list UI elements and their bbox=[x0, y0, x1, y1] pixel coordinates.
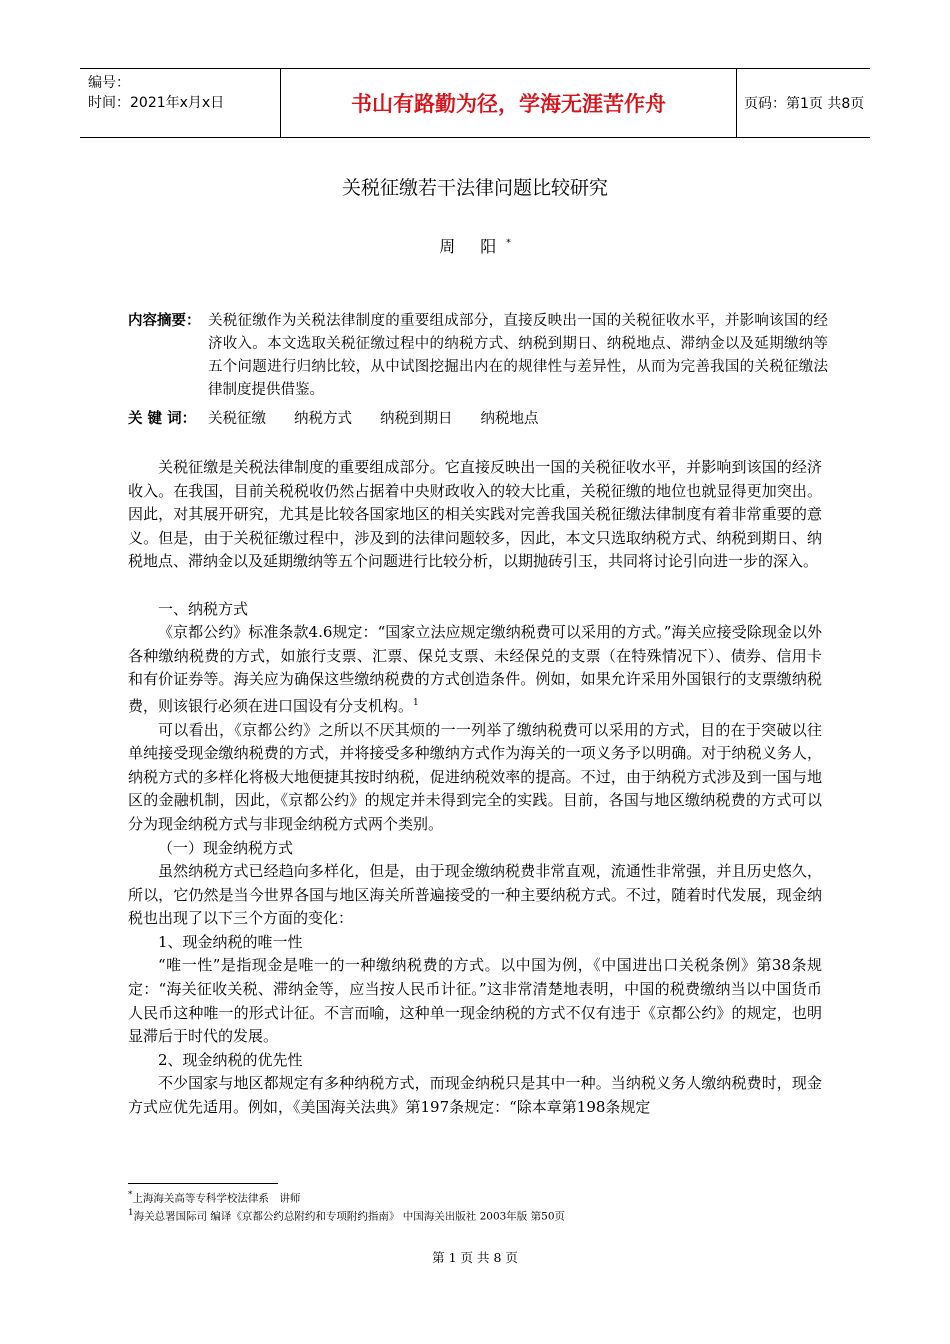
serial-label: 编号： bbox=[88, 75, 130, 91]
footnote: $^1$海关总署国际司 编译《京都公约总附约和专项附约指南》 中国海关出版社 2003年版 第50页 bbox=[128, 1208, 566, 1223]
paragraph: 《京都公约》标准条款4.6规定：“国家立法应规定缴纳税费可以采用的方式。”海关应接受除现金以外各种缴纳税费的方式，如旅行支票、汇票、保兑支票、未经保兑的支票（在特殊情况下）、债券、信用卡和有价证券等。海关应为确保这些缴纳税费的方式创造条件。例如，如果允许采用外国银行的支票缴纳税费，则该银行必须在进口国设有分支机构。$^1$ bbox=[128, 623, 822, 715]
time-label: 时间：2021年x月x日 bbox=[88, 95, 225, 111]
paragraph: 虽然纳税方式已经趋向多样化，但是，由于现金缴纳税费非常直观，流通性非常强，并且历史悠久，所以，它仍然是当今世界各国与地区海关所普遍接受的一种主要纳税方式。不过，随着时代发展，现金纳税也出现了以下三个方面的变化： bbox=[128, 862, 822, 928]
keywords bbox=[128, 408, 828, 431]
page-header bbox=[80, 68, 870, 138]
paragraph: 可以看出，《京都公约》之所以不厌其烦的一一列举了缴纳税费可以采用的方式，目的在于突破以往单纯接受现金缴纳税费的方式，并将接受多种缴纳方式作为海关的一项义务予以明确。对于纳税义务人，纳税方式的多样化将极大地便捷其按时纳税，促进纳税效率的提高。不过，由于纳税方式涉及到一国与地区的金融机制，因此，《京都公约》的规定并未得到完全的实践。目前，各国与地区缴纳税费的方式可以分为现金纳税方式与非现金纳税方式两个类别。 bbox=[128, 720, 822, 833]
paragraph: 不少国家与地区都规定有多种纳税方式，而现金纳税只是其中一种。当纳税义务人缴纳税费时，现金方式应优先适用。例如，《美国海关法典》第197条规定：“除本章第198条规定 bbox=[128, 1074, 822, 1117]
section-heading: 一、纳税方式 bbox=[158, 599, 249, 618]
footnote: *上海海关高等专科学校法律系 讲师 bbox=[128, 1190, 301, 1205]
document-title: 关税征缴若干法律问题比较研究 bbox=[341, 177, 608, 199]
keyword-item: 纳税方式 bbox=[294, 411, 352, 427]
header-page-info: 页码：第1页 共8页 bbox=[744, 96, 865, 112]
body-text bbox=[128, 456, 822, 1120]
item-heading: 2、现金纳税的优先性 bbox=[158, 1050, 303, 1069]
item-heading: 1、现金纳税的唯一性 bbox=[158, 932, 303, 951]
keywords-label: 关 键 词： bbox=[128, 411, 197, 427]
keyword-item: 纳税到期日 bbox=[380, 411, 453, 427]
keyword-item: 关税征缴 bbox=[208, 411, 266, 427]
keyword-item: 纳税地点 bbox=[480, 411, 539, 427]
subsection-heading: （一）现金纳税方式 bbox=[158, 838, 294, 857]
abstract-text: 关税征缴作为关税法律制度的重要组成部分，直接反映出一国的关税征收水平，并影响该国的经济收入。本文选取关税征缴过程中的纳税方式、纳税到期日、纳税地点、滞纳金以及延期缴纳等五个问题进行归纳比较，从中试图挖掘出内在的规律性与差异性，从而为完善我国的关税征缴法律制度提供借鉴。 bbox=[208, 313, 828, 398]
paragraph: “唯一性”是指现金是唯一的一种缴纳税费的方式。以中国为例，《中国进出口关税条例》第38条规定：“海关征收关税、滞纳金等，应当按人民币计征。”这非常清楚地表明，中国的税费缴纳当以中国货币人民币这种唯一的形式计征。不言而喻，这种单一现金纳税的方式不仅有违于《京都公约》的规定，也明显滞后于时代的发展。 bbox=[128, 956, 822, 1046]
header-motto: 书山有路勤为径，学海无涯苦作舟 bbox=[280, 69, 737, 137]
header-meta bbox=[88, 73, 224, 113]
abstract bbox=[128, 310, 828, 402]
page-footer: 第 1 页 共 8 页 bbox=[432, 1250, 518, 1265]
author-name: 周 阳 bbox=[439, 237, 507, 256]
author bbox=[0, 234, 950, 257]
author-footnote-mark: * bbox=[506, 238, 511, 249]
footnote-ref: 1 bbox=[413, 697, 419, 708]
abstract-label: 内容摘要： bbox=[128, 313, 201, 329]
footnote-divider bbox=[128, 1183, 278, 1184]
intro-paragraph: 关税征缴是关税法律制度的重要组成部分。它直接反映出一国的关税征收水平，并影响到该国的经济收入。在我国，目前关税税收仍然占据着中央财政收入的较大比重，关税征缴的地位也就显得更加突出。因此，对其展开研究，尤其是比较各国家地区的相关实践对完善我国关税征缴法律制度有着非常重要的意义。但是，由于关税征缴过程中，涉及到的法律问题较多，因此，本文只选取纳税方式、纳税到期日、纳税地点、滞纳金以及延期缴纳等五个问题进行比较分析，以期抛砖引玉，共同将讨论引向进一步的深入。 bbox=[128, 458, 822, 571]
